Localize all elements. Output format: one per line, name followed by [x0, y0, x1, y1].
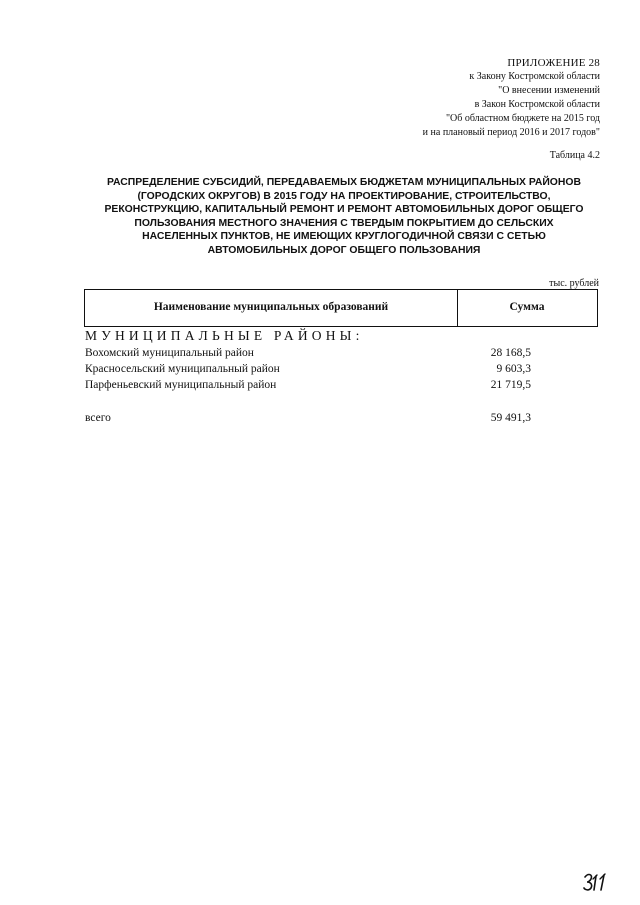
section-label: МУНИЦИПАЛЬНЫЕ РАЙОНЫ: — [85, 328, 364, 343]
appendix-line: к Закону Костромской области — [469, 71, 600, 82]
title-line: РЕКОНСТРУКЦИЮ, КАПИТАЛЬНЫЙ РЕМОНТ И РЕМОНТ АВТОМОБИЛЬНЫХ ДОРОГ ОБЩЕГО — [104, 204, 584, 216]
row-sum: 28 168,5 — [490, 347, 531, 359]
table-label: Таблица 4.2 — [549, 150, 600, 161]
row-name: Парфеньевский муниципальный район — [85, 379, 277, 391]
row-name: Вохомский муниципальный район — [85, 347, 254, 359]
row-sum: 9 603,3 — [496, 363, 531, 375]
units-label: тыс. рублей — [549, 278, 599, 289]
appendix-line: "Об областном бюджете на 2015 год — [445, 113, 600, 124]
row-name: Красносельский муниципальный район — [85, 363, 280, 375]
header-sum-cell: Сумма — [509, 301, 545, 313]
appendix-title: ПРИЛОЖЕНИЕ 28 — [507, 57, 600, 69]
title-line: РАСПРЕДЕЛЕНИЕ СУБСИДИЙ, ПЕРЕДАВАЕМЫХ БЮДЖЕТАМ МУНИЦИПАЛЬНЫХ РАЙОНОВ — [107, 177, 581, 188]
header-name-cell: Наименование муниципальных образований — [153, 301, 389, 313]
total-label: всего — [85, 412, 111, 424]
total-sum: 59 491,3 — [490, 412, 531, 424]
appendix-line: в Закон Костромской области — [474, 99, 600, 110]
appendix-line: "О внесении изменений — [498, 85, 600, 96]
title-line: ПОЛЬЗОВАНИЯ МЕСТНОГО ЗНАЧЕНИЯ С ТВЕРДЫМ ПОКРЫТИЕМ ДО СЕЛЬСКИХ — [134, 217, 554, 229]
title-line: (ГОРОДСКИХ ОКРУГОВ) В 2015 ГОДУ НА ПРОЕКТИРОВАНИЕ, СТРОИТЕЛЬСТВО, — [137, 190, 551, 202]
title-line: НАСЕЛЕННЫХ ПУНКТОВ, НЕ ИМЕЮЩИХ КРУГЛОГОДИЧНОЙ СВЯЗИ С СЕТЬЮ — [142, 231, 546, 243]
appendix-block — [423, 56, 600, 140]
row-sum: 21 719,5 — [490, 379, 531, 391]
table-header — [84, 289, 598, 327]
title-line: АВТОМОБИЛЬНЫХ ДОРОГ ОБЩЕГО ПОЛЬЗОВАНИЯ — [207, 244, 481, 256]
document-title — [88, 176, 600, 258]
handwritten-page-number — [582, 871, 612, 893]
appendix-line: и на плановый период 2016 и 2017 годов" — [422, 127, 600, 138]
